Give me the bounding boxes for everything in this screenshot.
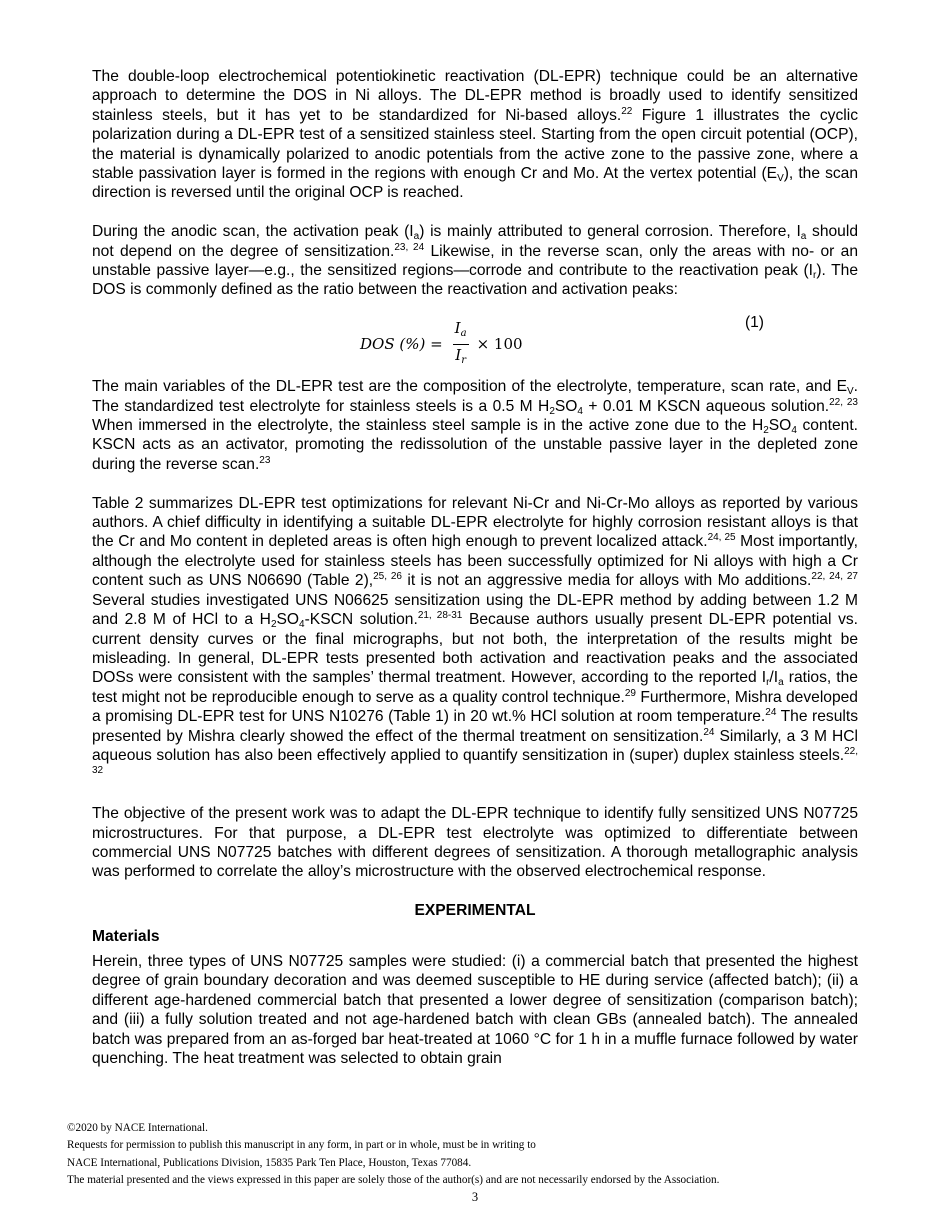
citation: 22, 24, 27 — [811, 571, 858, 583]
paragraph-materials: Herein, three types of UNS N07725 samples were studied: (i) a commercial batch that presented the highest degree of grain boundary decoration and was deemed susceptible to HE during service (affected batch); (ii) a different age-hardened commercial batch that presented a lower degree of sensitization (comparison batch); and (iii) a fully solution treated and not age-hardened batch with clean GBs (annealed batch). The annealed batch was prepared from an as-forged bar heat-treated at 1060 °C for 1 h in a muffle furnace followed by water quenching. The heat treatment was selected to obtain grain — [92, 952, 858, 1068]
footer-disclaimer: The material presented and the views expressed in this paper are solely those of the author(s) and are not necessarily endorsed by the Association. — [67, 1174, 720, 1187]
citation: 21, 28-31 — [417, 610, 463, 622]
citation: 25, 26 — [373, 571, 402, 583]
footer-address: NACE International, Publications Division, 15835 Park Ten Place, Houston, Texas 77084. — [67, 1156, 472, 1169]
subheading-materials: Materials — [92, 927, 160, 945]
citation: 29 — [624, 687, 636, 699]
equation-fraction: $\frac{I_a}{I_r}$ — [454, 319, 467, 367]
body-text — [92, 67, 858, 1088]
citation: 23 — [259, 454, 271, 466]
paragraph-table2-summary: Table 2 summarizes DL-EPR test optimizations for relevant Ni-Cr and Ni-Cr-Mo alloys as reported by various authors. A chief difficulty in identifying a suitable DL-EPR electrolyte for highly corrosion resistant alloys is that the Cr and Mo content in depleted areas is often high enough to prevent localized attack.$^{24, 25}$ Most importantly, although the electrolyte used for stainless steels has been successfully optimized for Ni alloys with high a Cr content such as UNS N06690 (Table 2),$^{25, 26}$ it is not an aggressive media for alloys with Mo additions.$^{22, 24, 27}$ Several studies investigated UNS N06625 sensitization using the DL-EPR method by adding between 1.2 M and 2.8 M of HCl to a $H_2SO_4$-KSCN solution.$^{21, 28-31}$ Because authors usually present DL-EPR potential vs. current density curves or the final micrographs, but not both, the interpretation of the results might be misleading. In general, DL-EPR tests presented both activation and reactivation peaks and the associated DOSs were consistent with the samples’ thermal treatment. However, according to the reported $I_r/I_a$ ratios, the test might not be reproducible enough to serve as a quality control technique.$^{29}$ Furthermore, Mishra developed a promising DL-EPR test for UNS N10276 (Table 1) in 20 wt.% HCl solution at room temperature.$^{24}$ The results presented by Mishra clearly showed the effect of the thermal treatment on sensitization.$^{24}$ Similarly, a 3 M HCl aqueous solution has also been effectively applied to quantify sensitization in (super) duplex stainless steels.$^{22, 32}$ — [92, 494, 858, 777]
page-number: 3 — [471, 1190, 479, 1204]
paragraph-dl-epr-intro: The double-loop electrochemical potentiokinetic reactivation (DL-EPR) technique could be an alternative approach to determine the DOS in Ni alloys. The DL-EPR method is broadly used to identify sensitized stainless steels, but it has yet to be standardized for Ni-based alloys.$^{22}$ Figure 1 illustrates the cyclic polarization during a DL-EPR test of a sensitized stainless steel. Starting from the open circuit potential (OCP), the material is dynamically polarized to anodic potentials from the active zone to the passive zone, where a stable passivation layer is formed in the regions with enough Cr and Mo. At the vertex potential $(E_V)$, the scan direction is reversed until the original OCP is reached. — [92, 68, 859, 202]
paragraph-test-variables: The main variables of the DL-EPR test are the composition of the electrolyte, temperature, scan rate, and $E_V$. The standardized test electrolyte for stainless steels is a 0.5 M $H_2SO_4 + 0.01$ M KSCN aqueous solution.$^{22, 23}$ When immersed in the electrolyte, the stainless steel sample is in the active zone due to the $H_2SO_4$ content. KSCN acts as an activator, promoting the redissolution of the unstable passive layer in the depleted zone during the reverse scan.$^{23}$ — [92, 378, 858, 473]
footer-permission: Requests for permission to publish this manuscript in any form, in part or in whole, must be in writing to — [67, 1139, 536, 1152]
citation: 22, 23 — [829, 396, 858, 408]
citation: 22, 32 — [92, 745, 858, 777]
equation-multiplier: × 100 — [476, 335, 523, 354]
citation: 24 — [703, 726, 715, 738]
footer-copyright: ©2020 by NACE International. — [67, 1122, 208, 1134]
citation: 22 — [621, 105, 633, 117]
equation-number: (1) — [744, 314, 764, 332]
section-heading-experimental: EXPERIMENTAL — [414, 902, 536, 920]
paragraph-objective: The objective of the present work was to adapt the DL-EPR technique to identify fully sensitized UNS N07725 microstructures. For that purpose, a DL-EPR test electrolyte was optimized to differentiate between commercial UNS N07725 batches with different degrees of sensitization. A thorough metallographic analysis was performed to correlate the alloy’s microstructure with the observed electrochemical response. — [92, 805, 858, 881]
citation: 24 — [765, 707, 777, 719]
citation: 23, 24 — [394, 241, 425, 253]
citation: 24, 25 — [707, 532, 736, 544]
equation-lhs: DOS (%) = — [360, 335, 443, 354]
paragraph-anodic-scan: During the anodic scan, the activation peak $(I_a)$ is mainly attributed to general corrosion. Therefore, $I_a$ should not depend on the degree of sensitization.$^{23, 24}$ Likewise, in the reverse scan, only the areas with no- or an unstable passive layer—e.g., the sensitized regions—corrode and contribute to the reactivation peak $(I_r)$. The DOS is commonly defined as the ratio between the reactivation and activation peaks: — [92, 223, 859, 299]
footer — [67, 1120, 883, 1190]
equation-dos — [92, 313, 858, 365]
